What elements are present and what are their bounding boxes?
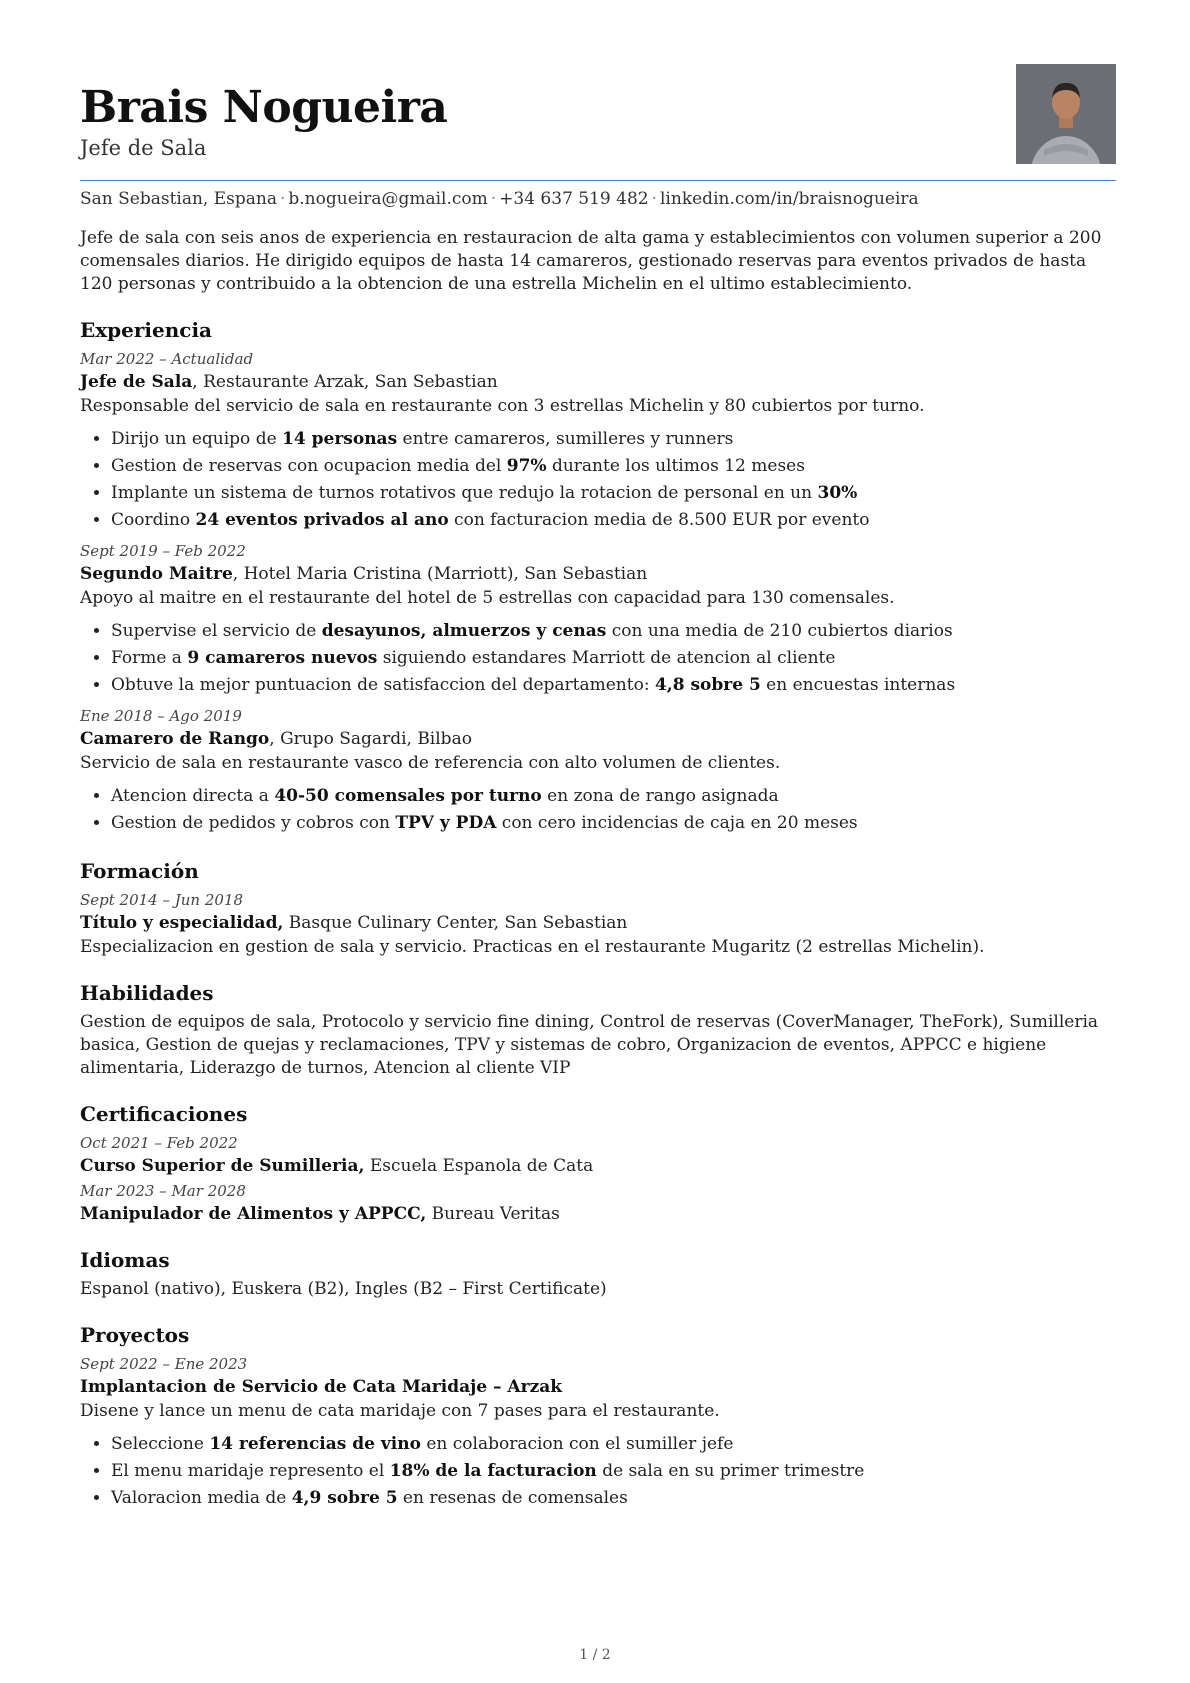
bullet-highlight: 14 personas <box>282 429 398 450</box>
job-org: , Hotel Maria Cristina (Marriott), San Sebastian <box>232 564 648 585</box>
job-title-line <box>80 562 1116 586</box>
certification-title-line <box>80 1202 1116 1226</box>
contact-linkedin[interactable]: linkedin.com/in/braisnogueira <box>660 189 919 210</box>
job-date: Sept 2019 – Feb 2022 <box>80 542 246 561</box>
bullet-text: con facturacion media de 8.500 EUR por evento <box>448 510 870 531</box>
job-description: Apoyo al maitre en el restaurante del hotel de 5 estrellas con capacidad para 130 comensales. <box>80 588 895 609</box>
page-number: 1 / 2 <box>579 1647 611 1663</box>
avatar-icon <box>1016 64 1116 164</box>
skills-text: Gestion de equipos de sala, Protocolo y servicio fine dining, Control de reservas (CoverManager, TheFork), Sumilleria basica, Gestion de quejas y reclamaciones, TPV y sistemas de cobro, Organizacion de eventos, APPCC e higiene alimentaria, Liderazgo de turnos, Atencion al cliente VIP <box>80 1012 1099 1079</box>
job-date: Ene 2018 – Ago 2019 <box>80 707 242 726</box>
job-title-line <box>80 370 1116 394</box>
bullet-text: en resenas de comensales <box>397 1488 628 1509</box>
job-title-line <box>80 727 1116 751</box>
contact-location: San Sebastian, Espana <box>80 189 277 210</box>
bullet-text: Gestion de reservas con ocupacion media del <box>111 456 507 477</box>
bullet-text: Dirijo un equipo de <box>111 429 283 450</box>
bullet-highlight: 40-50 comensales por turno <box>274 786 542 807</box>
job-date: Mar 2022 – Actualidad <box>80 350 254 369</box>
project-name: Implantacion de Servicio de Cata Maridaje – Arzak <box>80 1377 563 1398</box>
list-item <box>111 1431 1116 1458</box>
bullet-text: con una media de 210 cubiertos diarios <box>606 621 953 642</box>
job-entry <box>80 540 1116 699</box>
bullet-text: de sala en su primer trimestre <box>596 1461 865 1482</box>
list-item <box>111 507 1116 534</box>
list-item <box>111 426 1116 453</box>
section-title-certifications: Certificaciones <box>80 1102 248 1127</box>
project-title-line <box>80 1375 1116 1399</box>
job-role: Jefe de Sala <box>80 372 193 393</box>
candidate-headline: Jefe de Sala <box>80 136 207 161</box>
job-bullets <box>80 783 1116 837</box>
education-degree: Título y especialidad, <box>80 913 284 934</box>
job-description: Servicio de sala en restaurante vasco de referencia con alto volumen de clientes. <box>80 753 781 774</box>
bullet-text: en zona de rango asignada <box>541 786 779 807</box>
job-entry <box>80 705 1116 837</box>
list-item <box>111 645 1116 672</box>
certification-date: Mar 2023 – Mar 2028 <box>80 1182 246 1201</box>
contact-separator: · <box>490 189 497 210</box>
project-description: Disene y lance un menu de cata maridaje con 7 pases para el restaurante. <box>80 1401 720 1422</box>
bullet-text: con cero incidencias de caja en 20 meses <box>496 813 858 834</box>
list-item <box>111 1485 1116 1512</box>
list-item <box>111 618 1116 645</box>
job-org: , Grupo Sagardi, Bilbao <box>269 729 472 750</box>
bullet-highlight: 24 eventos privados al ano <box>195 510 449 531</box>
bullet-text: Valoracion media de <box>111 1488 292 1509</box>
bullet-highlight: 4,9 sobre 5 <box>291 1488 398 1509</box>
certification-entry <box>80 1180 1116 1226</box>
certification-entry <box>80 1132 1116 1178</box>
list-item <box>111 480 1116 507</box>
bullet-text: Supervise el servicio de <box>111 621 322 642</box>
candidate-name: Brais Nogueira <box>80 82 448 133</box>
job-role: Segundo Maitre <box>80 564 233 585</box>
bullet-text: durante los ultimos 12 meses <box>546 456 805 477</box>
section-title-experience: Experiencia <box>80 318 213 343</box>
contact-line <box>80 189 1116 209</box>
job-bullets <box>80 426 1116 534</box>
contact-phone[interactable]: +34 637 519 482 <box>499 189 649 210</box>
bullet-highlight: desayunos, almuerzos y cenas <box>321 621 607 642</box>
bullet-text: en colaboracion con el sumiller jefe <box>420 1434 734 1455</box>
education-date: Sept 2014 – Jun 2018 <box>80 891 244 910</box>
certification-name: Curso Superior de Sumilleria, <box>80 1156 365 1177</box>
header-divider <box>80 180 1116 181</box>
bullet-text: El menu maridaje represento el <box>111 1461 390 1482</box>
bullet-text: Atencion directa a <box>111 786 275 807</box>
list-item <box>111 453 1116 480</box>
project-bullets <box>80 1431 1116 1512</box>
job-org: , Restaurante Arzak, San Sebastian <box>192 372 498 393</box>
bullet-text: Forme a <box>111 648 188 669</box>
contact-separator: · <box>651 189 657 210</box>
education-description: Especializacion en gestion de sala y servicio. Practicas en el restaurante Mugaritz (2 estrellas Michelin). <box>80 937 985 958</box>
bullet-text: Gestion de pedidos y cobros con <box>111 813 396 834</box>
bullet-highlight: 4,8 sobre 5 <box>654 675 761 696</box>
profile-summary: Jefe de sala con seis anos de experiencia en restauracion de alta gama y establecimientos con volumen superior a 200 comensales diarios. He dirigido equipos de hasta 14 camareros, gestionado reservas para eventos privados de hasta 120 personas y contribuido a la obtencion de una estrella Michelin en el ultimo establecimiento. <box>80 228 1102 295</box>
section-title-projects: Proyectos <box>80 1323 190 1348</box>
bullet-text: siguiendo estandares Marriott de atencion al cliente <box>377 648 836 669</box>
bullet-highlight: 9 camareros nuevos <box>187 648 378 669</box>
profile-photo <box>1016 64 1116 164</box>
job-entry <box>80 348 1116 534</box>
bullet-text: Obtuve la mejor puntuacion de satisfaccion del departamento: <box>111 675 655 696</box>
bullet-highlight: TPV y PDA <box>395 813 497 834</box>
list-item <box>111 810 1116 837</box>
bullet-text: en encuestas internas <box>760 675 956 696</box>
job-role: Camarero de Rango <box>80 729 270 750</box>
job-bullets <box>80 618 1116 699</box>
bullet-highlight: 18% de la facturacion <box>389 1461 597 1482</box>
certification-title-line <box>80 1154 1116 1178</box>
bullet-text: entre camareros, sumilleres y runners <box>397 429 734 450</box>
certification-name: Manipulador de Alimentos y APPCC, <box>80 1204 427 1225</box>
project-date: Sept 2022 – Ene 2023 <box>80 1355 248 1374</box>
certification-issuer: Escuela Espanola de Cata <box>364 1156 594 1177</box>
list-item <box>111 783 1116 810</box>
contact-separator: · <box>279 189 286 210</box>
education-school: Basque Culinary Center, San Sebastian <box>283 913 628 934</box>
bullet-highlight: 14 referencias de vino <box>209 1434 421 1455</box>
job-description: Responsable del servicio de sala en restaurante con 3 estrellas Michelin y 80 cubiertos por turno. <box>80 396 925 417</box>
list-item <box>111 1458 1116 1485</box>
certification-issuer: Bureau Veritas <box>426 1204 560 1225</box>
contact-email[interactable]: b.nogueira@gmail.com <box>288 189 488 210</box>
section-title-skills: Habilidades <box>80 981 214 1006</box>
languages-text: Espanol (nativo), Euskera (B2), Ingles (B2 – First Certificate) <box>80 1279 607 1300</box>
bullet-text: Implante un sistema de turnos rotativos que redujo la rotacion de personal en un <box>111 483 818 504</box>
education-title-line <box>80 911 1116 935</box>
bullet-text: Coordino <box>111 510 196 531</box>
list-item <box>111 672 1116 699</box>
bullet-text: Seleccione <box>111 1434 210 1455</box>
resume-content <box>80 60 1116 1518</box>
section-title-languages: Idiomas <box>80 1248 170 1273</box>
certification-date: Oct 2021 – Feb 2022 <box>80 1134 238 1153</box>
section-title-education: Formación <box>80 859 199 884</box>
bullet-highlight: 97% <box>506 456 547 477</box>
bullet-highlight: 30% <box>817 483 858 504</box>
